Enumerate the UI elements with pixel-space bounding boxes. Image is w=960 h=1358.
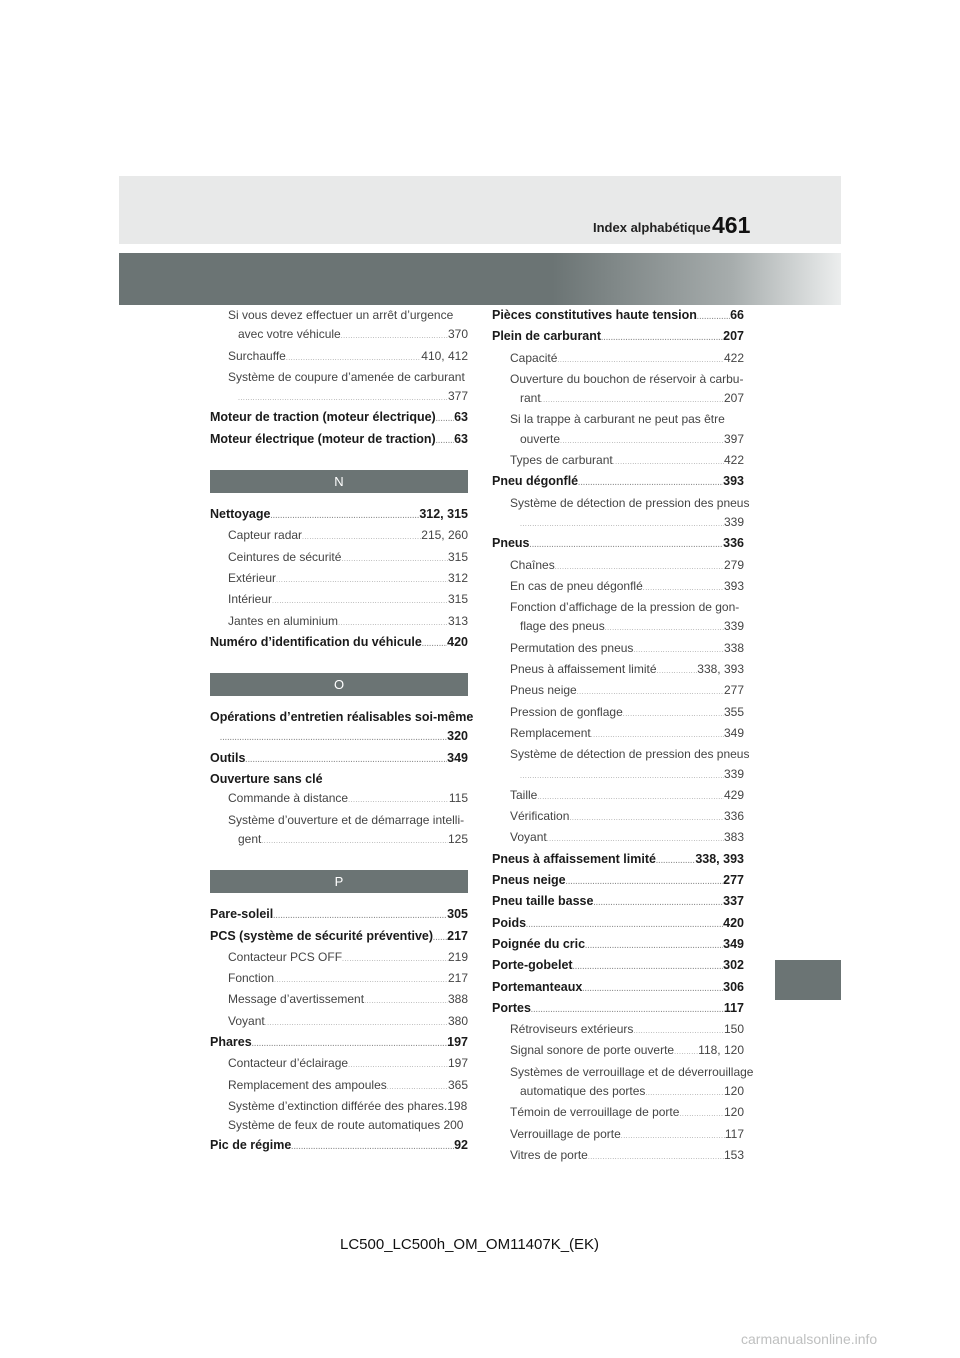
index-entry bbox=[210, 1033, 468, 1054]
page-ref: 277 bbox=[723, 683, 744, 698]
entry-label: Contacteur d’éclairage bbox=[228, 1056, 349, 1071]
leader-dots bbox=[547, 830, 724, 849]
page-ref: 410, 412 bbox=[421, 348, 468, 363]
index-entry-continued bbox=[492, 513, 744, 534]
index-entry bbox=[210, 749, 468, 770]
index-entry-continued bbox=[210, 830, 468, 851]
leader-dots bbox=[245, 751, 447, 770]
entry-label: Taille bbox=[510, 787, 538, 802]
section-tab bbox=[775, 960, 841, 1000]
leader-dots bbox=[341, 327, 448, 346]
leader-dots bbox=[265, 1014, 448, 1033]
page-ref: 380 bbox=[447, 1013, 468, 1028]
entry-label: Pneu dégonflé bbox=[492, 474, 579, 489]
leader-dots bbox=[338, 614, 448, 633]
leader-dots bbox=[422, 635, 447, 654]
leader-dots bbox=[697, 308, 730, 327]
page-ref: 217 bbox=[447, 971, 468, 986]
index-entry bbox=[492, 807, 744, 828]
entry-label: Pression de gonflage bbox=[510, 704, 623, 719]
page-ref: 337 bbox=[723, 894, 744, 909]
index-entry bbox=[492, 327, 744, 348]
index-entry bbox=[210, 927, 468, 948]
entry-label: Vitres de porte bbox=[510, 1147, 588, 1162]
entry-label: Verrouillage de porte bbox=[510, 1126, 621, 1141]
page-ref: 420 bbox=[723, 915, 744, 930]
index-entry bbox=[492, 724, 744, 745]
leader-dots bbox=[555, 558, 724, 577]
entry-label: Intérieur bbox=[228, 592, 273, 607]
leader-dots bbox=[560, 432, 724, 451]
index-entry bbox=[210, 548, 468, 569]
index-entry bbox=[210, 430, 468, 451]
leader-dots bbox=[220, 729, 447, 748]
leader-dots bbox=[541, 391, 724, 410]
leader-dots bbox=[348, 791, 449, 810]
index-entry bbox=[210, 1012, 468, 1033]
entry-label: Contacteur PCS OFF bbox=[228, 949, 343, 964]
entry-label: Rétroviseurs extérieurs bbox=[510, 1022, 634, 1037]
page-ref: 197 bbox=[447, 1056, 468, 1071]
index-entry: Systèmes de verrouillage et de déverrouillage bbox=[510, 1064, 754, 1079]
index-entry bbox=[492, 306, 744, 327]
page-ref: 207 bbox=[723, 329, 744, 344]
leader-dots bbox=[605, 619, 724, 638]
index-entry-continued bbox=[210, 387, 468, 408]
page-ref: 349 bbox=[723, 725, 744, 740]
index-entry bbox=[492, 472, 744, 493]
entry-label: Remplacement des ampoules bbox=[228, 1077, 387, 1092]
leader-dots bbox=[557, 351, 724, 370]
page-ref: 370 bbox=[447, 327, 468, 342]
index-entry bbox=[210, 990, 468, 1011]
document-code: LC500_LC500h_OM_OM11407K_(EK) bbox=[340, 1236, 600, 1253]
leader-dots bbox=[656, 852, 695, 871]
page-ref: 339 bbox=[723, 766, 744, 781]
section-letter: P bbox=[210, 870, 468, 893]
index-entry: Si vous devez effectuer un arrêt d’urgence bbox=[228, 308, 454, 322]
leader-dots bbox=[286, 349, 421, 368]
watermark: carmanualsonline.info bbox=[741, 1331, 878, 1347]
page-ref: 277 bbox=[723, 873, 744, 888]
leader-dots bbox=[569, 809, 724, 828]
index-entry bbox=[492, 978, 744, 999]
leader-dots bbox=[276, 571, 448, 590]
page-ref: 312 bbox=[447, 570, 468, 585]
page-ref: 315 bbox=[447, 592, 468, 607]
page-ref: 117 bbox=[723, 1000, 744, 1015]
page-ref: 66 bbox=[730, 308, 744, 322]
index-entry: Système d’ouverture et de démarrage intelli- bbox=[228, 812, 465, 827]
leader-dots bbox=[433, 929, 447, 948]
page-ref: 197 bbox=[447, 1035, 468, 1050]
page-ref: 338 bbox=[723, 640, 744, 655]
index-entry bbox=[492, 577, 744, 598]
leader-dots bbox=[274, 971, 448, 990]
entry-label: Numéro d’identification du véhicule bbox=[210, 634, 422, 649]
page-ref: 117 bbox=[724, 1126, 744, 1141]
leader-dots bbox=[601, 329, 723, 348]
leader-dots bbox=[273, 907, 447, 926]
leader-dots bbox=[270, 507, 419, 526]
index-entry-continued bbox=[492, 765, 744, 786]
index-entry bbox=[492, 935, 744, 956]
page-ref: 219 bbox=[447, 949, 468, 964]
page-ref: 393 bbox=[723, 578, 744, 593]
entry-label: Extérieur bbox=[228, 570, 277, 585]
entry-label: Vérification bbox=[510, 809, 570, 824]
page-ref: 312, 315 bbox=[419, 507, 468, 522]
entry-label: En cas de pneu dégonflé bbox=[510, 578, 643, 593]
page-ref: 92 bbox=[454, 1137, 468, 1152]
leader-dots bbox=[530, 536, 724, 555]
index-entry bbox=[210, 526, 468, 547]
page-ref: 306 bbox=[723, 979, 744, 994]
page-ref: 420 bbox=[447, 634, 468, 649]
page-ref: 377 bbox=[447, 389, 468, 404]
index-entry bbox=[210, 408, 468, 429]
page-ref: 63 bbox=[454, 431, 468, 446]
index-entry bbox=[492, 914, 744, 935]
index-entry: Système de détection de pression des pneus bbox=[510, 747, 750, 762]
page-ref: 320 bbox=[447, 729, 468, 744]
page-ref: 118, 120 bbox=[698, 1043, 744, 1058]
index-entry bbox=[210, 1136, 468, 1157]
entry-label: Capacité bbox=[510, 350, 558, 365]
leader-dots bbox=[364, 992, 448, 1011]
entry-label: Types de carburant bbox=[510, 453, 613, 468]
leader-dots bbox=[585, 937, 723, 956]
leader-dots bbox=[342, 950, 448, 969]
page-number: 461 bbox=[712, 212, 751, 238]
index-entry: Système de feux de route automatiques 200 bbox=[228, 1118, 464, 1133]
page-ref: 355 bbox=[723, 704, 744, 719]
entry-label: Commande à distance bbox=[228, 791, 349, 806]
index-entry-continued bbox=[210, 325, 468, 346]
page-ref: 397 bbox=[723, 431, 744, 446]
entry-label: PCS (système de sécurité préventive) bbox=[210, 928, 434, 943]
page-ref: 336 bbox=[723, 809, 744, 824]
leader-dots bbox=[645, 1084, 724, 1103]
leader-dots bbox=[593, 894, 723, 913]
leader-dots bbox=[436, 432, 454, 451]
page-ref: 422 bbox=[723, 350, 744, 365]
index-entry bbox=[210, 569, 468, 590]
entry-label: flage des pneus bbox=[520, 619, 605, 634]
index-entry bbox=[210, 969, 468, 990]
header-band bbox=[119, 253, 841, 305]
entry-label: Capteur radar bbox=[228, 528, 303, 543]
entry-label: Moteur électrique (moteur de traction) bbox=[210, 431, 436, 446]
entry-label: Fonction bbox=[228, 971, 275, 986]
index-entry bbox=[492, 1146, 744, 1167]
leader-dots bbox=[588, 1148, 724, 1167]
page-ref: 313 bbox=[447, 613, 468, 628]
index-entry: Si la trappe à carburant ne peut pas être bbox=[510, 412, 725, 427]
page-ref: 125 bbox=[447, 831, 468, 846]
page-ref: 279 bbox=[723, 557, 744, 572]
leader-dots bbox=[643, 579, 724, 598]
index-entry: Ouverture du bouchon de réservoir à carbu- bbox=[510, 371, 744, 386]
page-ref: 302 bbox=[723, 958, 744, 973]
index-entry: Ouverture sans clé bbox=[210, 772, 323, 787]
leader-dots bbox=[520, 767, 724, 786]
entry-label: Phares bbox=[210, 1035, 252, 1050]
page-ref: 336 bbox=[723, 536, 744, 551]
page-ref: 429 bbox=[723, 787, 744, 802]
index-entry: Opérations d’entretien réalisables soi-même bbox=[210, 710, 474, 725]
entry-label: Pare-soleil bbox=[210, 907, 274, 922]
page-title: Index alphabétique bbox=[593, 220, 711, 235]
page-ref: 217 bbox=[447, 928, 468, 943]
entry-label: Pic de régime bbox=[210, 1137, 292, 1152]
entry-label: Pneus à affaissement limité bbox=[492, 851, 656, 866]
index-entry bbox=[492, 1041, 744, 1062]
page-ref: 339 bbox=[723, 619, 744, 634]
entry-label: Pneu taille basse bbox=[492, 894, 594, 909]
index-entry-continued bbox=[492, 389, 744, 410]
leader-dots bbox=[623, 705, 724, 724]
entry-label: Porte-gobelet bbox=[492, 958, 573, 973]
page-ref: 339 bbox=[723, 514, 744, 529]
index-entry bbox=[492, 639, 744, 660]
leader-dots bbox=[520, 515, 724, 534]
index-entry bbox=[492, 850, 744, 871]
leader-dots bbox=[537, 788, 724, 807]
index-entry bbox=[492, 681, 744, 702]
index-entry bbox=[492, 871, 744, 892]
entry-label: Nettoyage bbox=[210, 507, 271, 522]
leader-dots bbox=[578, 474, 723, 493]
entry-label: Voyant bbox=[228, 1013, 265, 1028]
index-entry bbox=[492, 451, 744, 472]
index-entry-continued bbox=[210, 727, 468, 748]
index-entry bbox=[492, 1125, 744, 1146]
leader-dots bbox=[348, 1056, 448, 1075]
leader-dots bbox=[291, 1138, 454, 1157]
leader-dots bbox=[633, 1022, 724, 1041]
index-entry bbox=[492, 786, 744, 807]
leader-dots bbox=[436, 410, 454, 429]
index-entry: Système de coupure d’amenée de carburant bbox=[228, 369, 465, 384]
index-column-right bbox=[492, 306, 754, 1167]
page-ref: 115 bbox=[448, 791, 468, 806]
entry-label: Poignée du cric bbox=[492, 936, 586, 951]
leader-dots bbox=[566, 873, 724, 892]
index-entry bbox=[210, 505, 468, 526]
index-entry: Fonction d’affichage de la pression de gon- bbox=[510, 600, 740, 615]
leader-dots bbox=[591, 726, 724, 745]
page-ref: 120 bbox=[723, 1105, 744, 1120]
index-entry bbox=[210, 905, 468, 926]
entry-label: Outils bbox=[210, 750, 246, 765]
page-ref: 383 bbox=[723, 830, 744, 845]
leader-dots bbox=[674, 1043, 698, 1062]
leader-dots bbox=[633, 641, 724, 660]
index-entry bbox=[210, 612, 468, 633]
index-entry bbox=[492, 534, 744, 555]
leader-dots bbox=[679, 1105, 724, 1124]
index-column-left bbox=[210, 306, 474, 1157]
index-entry bbox=[210, 347, 468, 368]
index-entry bbox=[492, 1103, 744, 1124]
page-ref: 150 bbox=[723, 1022, 744, 1037]
page-ref: 422 bbox=[723, 453, 744, 468]
index-entry bbox=[210, 789, 468, 810]
entry-label: gent bbox=[238, 831, 262, 846]
entry-label: Pneus bbox=[492, 536, 530, 551]
page-ref: 338, 393 bbox=[697, 662, 744, 677]
entry-label: Permutation des pneus bbox=[510, 640, 634, 655]
page-ref: 120 bbox=[723, 1083, 744, 1098]
entry-label: avec votre véhicule bbox=[238, 327, 341, 342]
index-entry bbox=[492, 660, 744, 681]
index-entry-continued bbox=[492, 430, 744, 451]
index-entry bbox=[492, 892, 744, 913]
leader-dots bbox=[573, 958, 724, 977]
entry-label: Ceintures de sécurité bbox=[228, 549, 342, 564]
page-ref: 153 bbox=[723, 1147, 744, 1162]
leader-dots bbox=[582, 980, 723, 999]
entry-label: ouverte bbox=[520, 431, 561, 446]
entry-label: Message d’avertissement bbox=[228, 992, 365, 1007]
leader-dots bbox=[341, 550, 448, 569]
entry-label: Pneus neige bbox=[492, 873, 566, 888]
leader-dots bbox=[261, 832, 448, 851]
page-ref: 338, 393 bbox=[695, 851, 744, 866]
entry-label: Pièces constitutives haute tension bbox=[492, 308, 697, 322]
entry-label: rant bbox=[520, 391, 541, 406]
page-ref: 315 bbox=[447, 549, 468, 564]
entry-label: Signal sonore de porte ouverte bbox=[510, 1043, 675, 1058]
page-ref: 349 bbox=[447, 750, 468, 765]
page-ref: 207 bbox=[723, 391, 744, 406]
page-ref: 349 bbox=[723, 936, 744, 951]
index-entry-continued bbox=[492, 1082, 744, 1103]
entry-label: Portes bbox=[492, 1000, 531, 1015]
index-entry: Système d’extinction différée des phares.198 bbox=[228, 1098, 468, 1113]
entry-label: Témoin de verrouillage de porte bbox=[510, 1105, 680, 1120]
leader-dots bbox=[272, 592, 448, 611]
index-entry bbox=[210, 948, 468, 969]
entry-label: Plein de carburant bbox=[492, 329, 602, 344]
index-entry bbox=[210, 1054, 468, 1075]
entry-label: automatique des portes bbox=[520, 1083, 646, 1098]
index-entry bbox=[492, 349, 744, 370]
page-ref: 365 bbox=[447, 1077, 468, 1092]
index-entry bbox=[492, 999, 744, 1020]
leader-dots bbox=[577, 683, 724, 702]
index-entry bbox=[210, 1076, 468, 1097]
leader-dots bbox=[613, 453, 724, 472]
leader-dots bbox=[252, 1035, 447, 1054]
index-entry bbox=[492, 703, 744, 724]
leader-dots bbox=[526, 916, 723, 935]
entry-label: Voyant bbox=[510, 830, 547, 845]
entry-label: Poids bbox=[492, 915, 527, 930]
index-entry: Système de détection de pression des pneus bbox=[510, 495, 750, 510]
entry-label: Chaînes bbox=[510, 557, 555, 572]
page-ref: 388 bbox=[447, 992, 468, 1007]
page-ref: 63 bbox=[454, 410, 468, 425]
entry-label: Portemanteaux bbox=[492, 979, 583, 994]
page-ref: 215, 260 bbox=[421, 528, 468, 543]
entry-label: Pneus neige bbox=[510, 683, 577, 698]
leader-dots bbox=[387, 1078, 448, 1097]
index-entry bbox=[492, 1020, 744, 1041]
page-ref: 393 bbox=[723, 474, 744, 489]
entry-label: Pneus à affaissement limité bbox=[510, 662, 657, 677]
leader-dots bbox=[238, 389, 448, 408]
entry-label: Jantes en aluminium bbox=[228, 613, 339, 628]
index-entry bbox=[492, 828, 744, 849]
index-entry bbox=[210, 590, 468, 611]
page-ref: 305 bbox=[447, 907, 468, 922]
index-entry-continued bbox=[492, 617, 744, 638]
section-letter: N bbox=[210, 470, 468, 493]
leader-dots bbox=[621, 1127, 725, 1146]
index-entry bbox=[492, 556, 744, 577]
entry-label: Moteur de traction (moteur électrique) bbox=[210, 410, 436, 425]
leader-dots bbox=[531, 1001, 724, 1020]
leader-dots bbox=[302, 528, 421, 547]
index-entry bbox=[492, 956, 744, 977]
index-entry bbox=[210, 633, 468, 654]
entry-label: Remplacement bbox=[510, 725, 591, 740]
entry-label: Surchauffe bbox=[228, 348, 286, 363]
section-letter: O bbox=[210, 673, 468, 696]
leader-dots bbox=[657, 662, 698, 681]
